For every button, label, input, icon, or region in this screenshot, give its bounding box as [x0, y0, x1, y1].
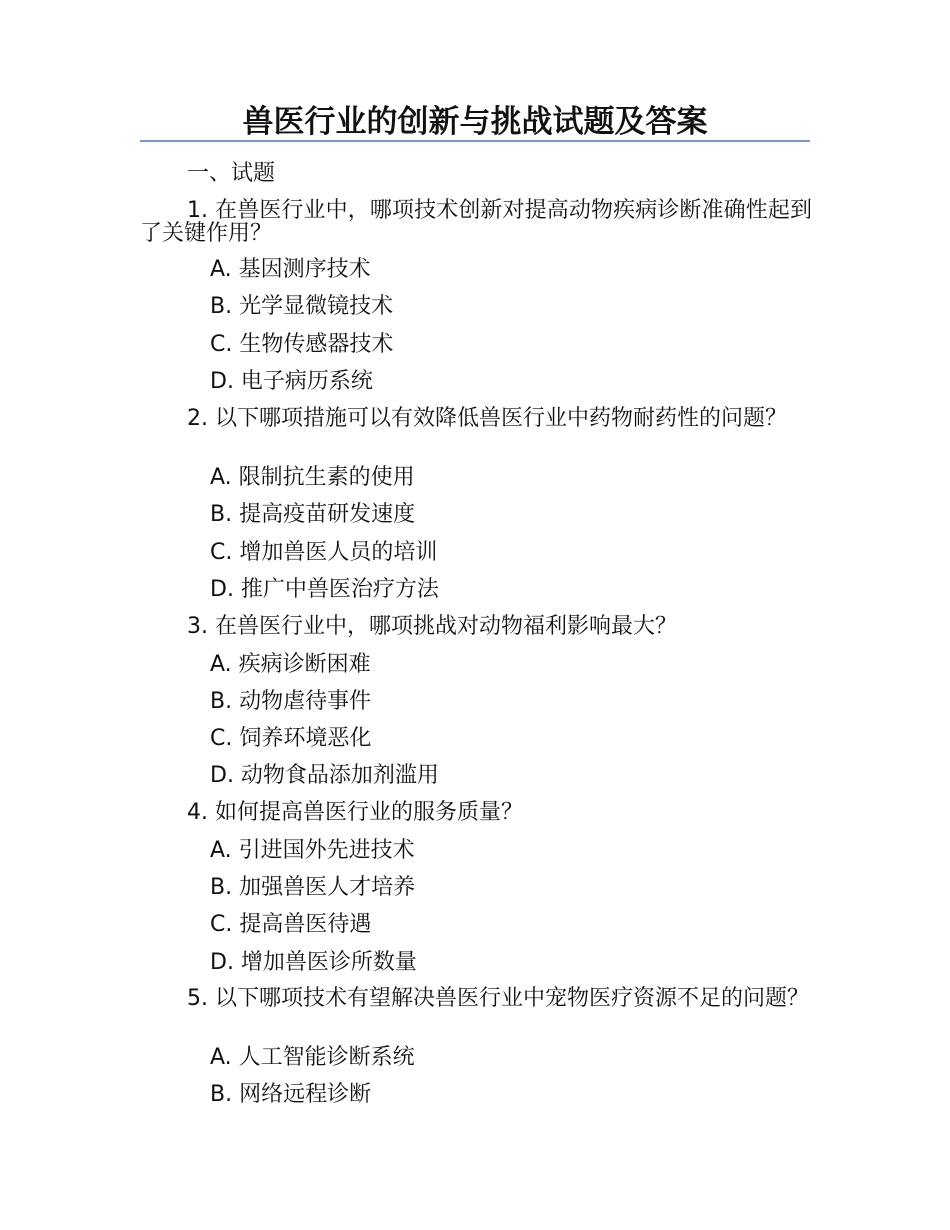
question-5-stem: 5. 以下哪项技术有望解决兽医行业中宠物医疗资源不足的问题？ — [187, 986, 809, 1011]
question-1-option-d: D. 电子病历系统 — [210, 369, 373, 394]
question-2-stem: 2. 以下哪项措施可以有效降低兽医行业中药物耐药性的问题？ — [187, 406, 787, 431]
question-4-stem: 4. 如何提高兽医行业的服务质量？ — [187, 800, 523, 825]
question-2-option-a: A. 限制抗生素的使用 — [210, 465, 415, 490]
question-3-option-c: C. 饲养环境恶化 — [210, 726, 372, 751]
document-title: 兽医行业的创新与挑战试题及答案 — [242, 104, 708, 140]
question-4-option-b: B. 加强兽医人才培养 — [210, 875, 416, 900]
question-1-option-c: C. 生物传感器技术 — [210, 332, 394, 357]
question-2-option-b: B. 提高疫苗研发速度 — [210, 502, 416, 527]
question-3-option-a: A. 疾病诊断困难 — [210, 652, 371, 677]
question-5-option-b: B. 网络远程诊断 — [210, 1082, 372, 1107]
question-1-option-b: B. 光学显微镜技术 — [210, 294, 394, 319]
question-2-option-d: D. 推广中兽医治疗方法 — [210, 577, 439, 602]
section-heading: 一、试题 — [187, 161, 276, 186]
question-1-stem: 1. 在兽医行业中，哪项技术创新对提高动物疾病诊断准确性起到了关键作用？ — [140, 198, 812, 246]
question-4-option-a: A. 引进国外先进技术 — [210, 838, 415, 863]
question-1-option-a: A. 基因测序技术 — [210, 257, 371, 282]
question-3-option-b: B. 动物虐待事件 — [210, 689, 372, 714]
question-5-option-a: A. 人工智能诊断系统 — [210, 1045, 415, 1070]
question-3-stem: 3. 在兽医行业中，哪项挑战对动物福利影响最大？ — [187, 614, 677, 639]
question-4-option-d: D. 增加兽医诊所数量 — [210, 950, 417, 975]
question-2-option-c: C. 增加兽医人员的培训 — [210, 540, 438, 565]
question-4-option-c: C. 提高兽医待遇 — [210, 912, 372, 937]
title-underline — [140, 140, 810, 142]
question-3-option-d: D. 动物食品添加剂滥用 — [210, 763, 439, 788]
